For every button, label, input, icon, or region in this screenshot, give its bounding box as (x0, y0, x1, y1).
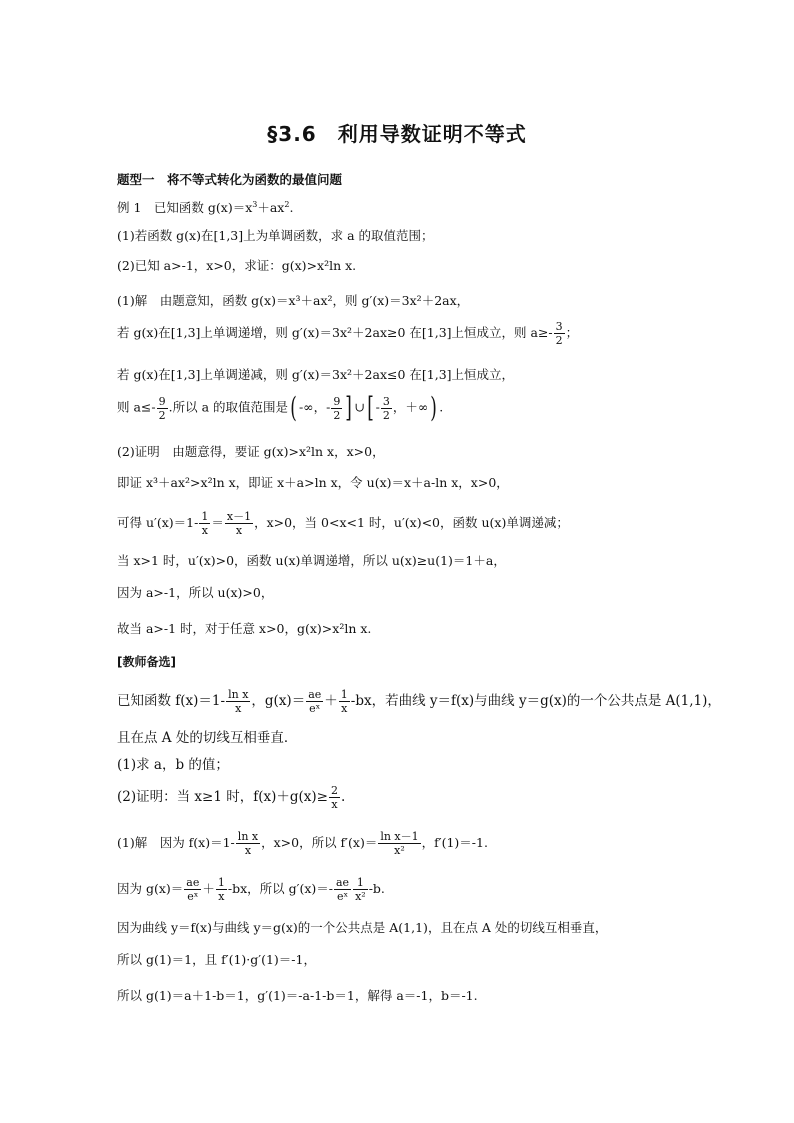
fraction: $\frac{3}{2}$ (555, 320, 563, 347)
solution-line-2: 若 g(x)在[1,3]上单调递增，则 g′(x)＝3x²＋2ax≥0 在[1,3]上恒成立，则 a≥- $\frac{3}{2}$ ； (117, 320, 579, 347)
fraction: $\frac{ae}{\text{eˣ}}$ (308, 688, 322, 715)
teacher-problem-line-2: 且在点 A 处的切线互相垂直． (117, 730, 298, 746)
teacher-question-1: (1)求 a，b 的值； (117, 757, 229, 773)
proof-line-1: (2)证明 由题意得，要证 g(x)>x²ln x，x>0， (117, 444, 385, 459)
fraction: $\frac{\text{ln x－1}}{\text{x²}}$ (380, 830, 419, 857)
proof-line-6: 故当 a>-1 时，对于任意 x>0，g(x)>x²ln x. (117, 621, 372, 636)
question-1: (1)若函数 g(x)在[1,3]上为单调函数，求 a 的取值范围； (117, 228, 434, 243)
proof-line-2: 即证 x³＋ax²>x²ln x，即证 x＋a>ln x，令 u(x)＝x＋a-ln x，x>0， (117, 475, 509, 490)
fraction: $\frac{1}{x}$ (340, 688, 348, 715)
fraction: $\frac{9}{2}$ (158, 394, 166, 422)
fraction: $\frac{3}{2}$ (382, 394, 390, 422)
solution-line-1: (1)解 由题意知，函数 g(x)＝x³＋ax²，则 g′(x)＝3x²＋2ax， (117, 293, 470, 308)
teacher-solution-line-2: 因为 g(x)＝ $\frac{ae}{\text{eˣ}}$ ＋ $\frac{1}{x}$ -bx，所以 g′(x)＝- $\frac{ae}{\text{eˣ}}$ $\frac{1}{\text{x²}}$ -b. (117, 876, 385, 903)
proof-line-3: 可得 u′(x)＝1- $\frac{1}{x}$ ＝ $\frac{x-1}{x}$ ，x>0，当 0<x<1 时，u′(x)<0，函数 u(x)单调递减； (117, 510, 569, 537)
solution-line-4: 则 a≤- $\frac{9}{2}$ .所以 a 的取值范围是( -∞，- $\frac{9}{2}$ ] ∪[ - $\frac{3}{2}$ ，＋∞) . (117, 391, 444, 424)
fraction: $\frac{x-1}{x}$ (226, 510, 252, 537)
fraction: $\frac{9}{2}$ (333, 394, 341, 422)
fraction: $\frac{1}{x}$ (201, 510, 209, 537)
fraction: $\frac{\text{ln x}}{x}$ (228, 688, 249, 715)
example-header: 例 1 已知函数 $g(x)=x^3+ax^2$. (117, 199, 294, 215)
question-2: (2)已知 a>-1，x>0，求证：g(x)>x²ln x. (117, 258, 357, 273)
fraction: $\frac{1}{x}$ (217, 876, 225, 903)
fraction: $\frac{\text{ln x}}{x}$ (237, 830, 259, 857)
fraction: $\frac{ae}{\text{eˣ}}$ (336, 876, 350, 903)
teacher-solution-line-1: (1)解 因为 f(x)＝1- $\frac{\text{ln x}}{x}$ ，x>0，所以 f′(x)＝ $\frac{\text{ln x－1}}{\text{x²}}$ ，f′(1)＝-1. (117, 830, 488, 857)
solution-line-3: 若 g(x)在[1,3]上单调递减，则 g′(x)＝3x²＋2ax≤0 在[1,3]上恒成立， (117, 367, 515, 382)
teacher-solution-line-4: 所以 g(1)＝1，且 f′(1)·g′(1)＝-1， (117, 952, 316, 967)
proof-line-5: 因为 a>-1，所以 u(x)>0， (117, 585, 274, 600)
teacher-solution-line-5: 所以 g(1)＝a＋1-b＝1，g′(1)＝-a-1-b＝1，解得 a＝-1，b＝-1. (117, 988, 478, 1003)
teacher-question-2: (2)证明：当 x≥1 时，f(x)＋g(x)≥ $\frac{2}{x}$ . (117, 784, 346, 811)
fraction: $\frac{ae}{\text{eˣ}}$ (186, 876, 200, 903)
proof-line-4: 当 x>1 时，u′(x)>0，函数 u(x)单调递增，所以 u(x)≥u(1)＝1＋a， (117, 553, 506, 568)
page-title: §3.6 利用导数证明不等式 (267, 122, 527, 146)
fraction: $\frac{2}{x}$ (330, 784, 338, 811)
section-heading: 题型一 将不等式转化为函数的最值问题 (117, 172, 343, 187)
teacher-label: [教师备选] (117, 655, 176, 669)
teacher-problem-line-1: 已知函数 f(x)＝1- $\frac{\text{ln x}}{x}$ ，g(x)＝ $\frac{ae}{\text{eˣ}}$ ＋ $\frac{1}{x}$ -bx，若曲线 y＝f(x)与曲线 y＝g(x)的一个公共点是 A(1,1)， (117, 688, 721, 715)
teacher-solution-line-3: 因为曲线 y＝f(x)与曲线 y＝g(x)的一个公共点是 A(1,1)，且在点 A 处的切线互相垂直， (117, 920, 608, 935)
fraction: $\frac{1}{\text{x²}}$ (355, 876, 366, 903)
